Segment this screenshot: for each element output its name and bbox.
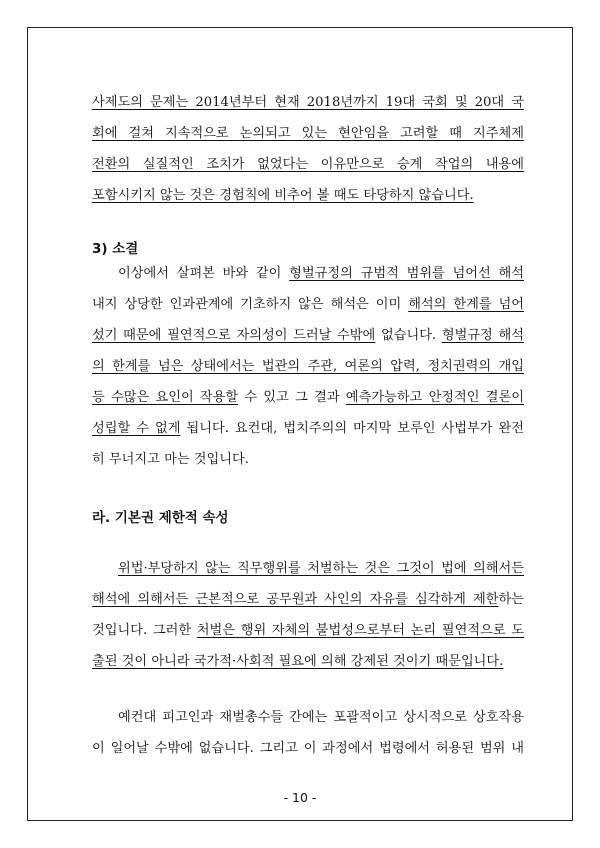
paragraph-line: 내지 상당한 인과관계에 기초하지 않은 해석은 이미 해석의 한계를 넘어 [92, 297, 524, 312]
quote-line: 사제도의 문제는 2014년부터 현재 2018년까지 19대 국회 및 20대 국 [92, 95, 524, 110]
quote-line: 회에 걸쳐 지속적으로 논의되고 있는 현안임을 고려할 때 지주체제 [92, 126, 524, 141]
section-ra-heading: 라. 기본권 제한적 속성 [92, 510, 229, 526]
paragraph-line: 해석에 의해서든 근본적으로 공무원과 사인의 자유를 심각하게 제한하는 [92, 592, 524, 607]
paragraph-line: 성립할 수 없게 됩니다. 요컨대, 법치주의의 마지막 보루인 사법부가 완전 [92, 421, 524, 436]
paragraph-line: 이상에서 살펴본 바와 같이 형벌규정의 규범적 범위를 넘어선 해석 [118, 266, 524, 281]
paragraph-line: 것입니다. 그러한 처벌은 행위 자체의 불법성으로부터 논리 필연적으로 도 [92, 623, 524, 638]
quote-paragraph [92, 87, 524, 211]
paragraph-line: 등 수많은 요인이 작용할 수 있고 그 결과 예측가능하고 안정적인 결론이 [92, 390, 524, 405]
paragraph-line: 위법·부당하지 않는 직무행위를 처벌하는 것은 그것이 법에 의해서든 [118, 561, 524, 576]
paragraph-line: 의 한계를 넘은 상태에서는 법관의 주관, 여론의 압력, 정치권력의 개입 [92, 359, 524, 374]
paragraph-line: 예컨대 피고인과 재벌총수들 간에는 포괄적이고 상시적으로 상호작용 [118, 710, 524, 725]
paragraph-line: 섰기 때문에 필연적으로 자의성이 드러날 수밖에 없습니다. 형벌규정 해석 [92, 328, 524, 343]
paragraph-line: 이 일어날 수밖에 없습니다. 그리고 이 과정에서 법령에서 허용된 범위 내 [92, 741, 524, 756]
quote-line: 전환의 실질적인 조치가 없었다는 이유만으로 승계 작업의 내용에 [92, 157, 524, 172]
paragraph-line: 히 무너지고 마는 것입니다. [92, 452, 249, 467]
section-3-heading: 3) 소결 [92, 241, 139, 257]
section-ra-paragraph [92, 553, 524, 677]
final-paragraph [92, 702, 524, 764]
paragraph-line: 출된 것이 아니라 국가적·사회적 필요에 의해 강제된 것이기 때문입니다. [92, 654, 504, 669]
section-3-paragraph [92, 258, 524, 475]
page-number: - 10 - [283, 790, 317, 805]
quote-line: 포함시키지 않는 것은 경험칙에 비추어 볼 때도 타당하지 않습니다. [92, 188, 474, 203]
